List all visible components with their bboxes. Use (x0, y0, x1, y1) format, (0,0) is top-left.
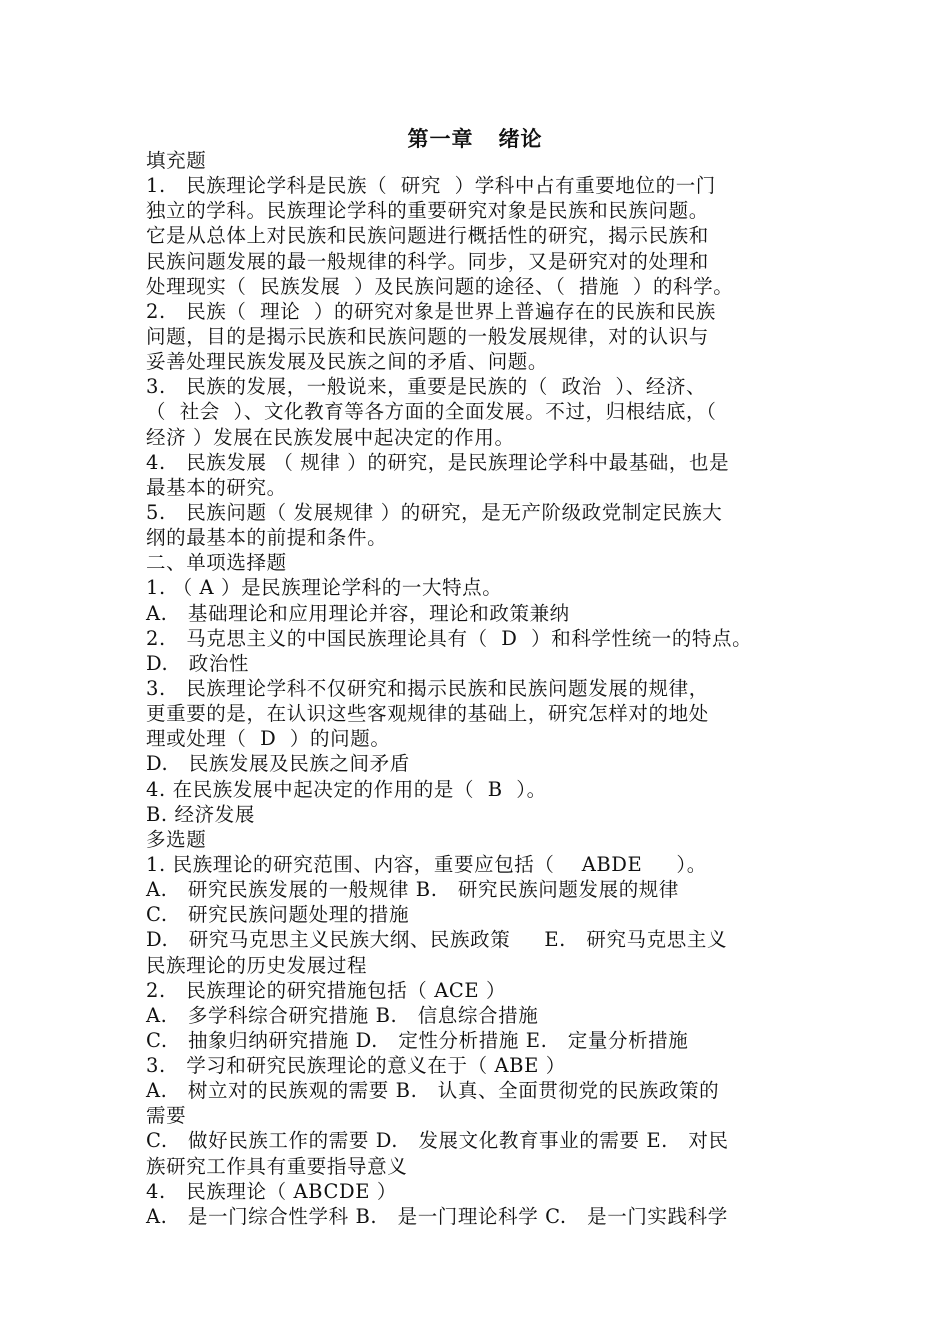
text-line: 妥善处理民族发展及民族之间的矛盾、问题。 (146, 350, 549, 374)
text-line: C. 做好民族工作的需要 D. 发展文化教育事业的需要 E. 对民 (146, 1129, 729, 1153)
text-line: 族研究工作具有重要指导意义 (146, 1154, 408, 1178)
text-line: D. 政治性 (146, 651, 250, 675)
text-line: A. 多学科综合研究措施 B. 信息综合措施 (146, 1003, 539, 1027)
text-line: 3. 民族的发展，一般说来，重要是民族的（ 政治 ）、经济、 (146, 375, 707, 399)
text-line: 经济 ）发展在民族发展中起决定的作用。 (146, 425, 515, 449)
text-line: A. 是一门综合性学科 B. 是一门理论科学 C. 是一门实践科学 (146, 1204, 728, 1228)
text-line: 4. 民族发展 （ 规律 ）的研究，是民族理论学科中最基础，也是 (146, 450, 730, 474)
text-line: 它是从总体上对民族和民族问题进行概括性的研究，揭示民族和 (146, 224, 709, 248)
text-line: D. 民族发展及民族之间矛盾 (146, 752, 410, 776)
text-line: 理或处理（ D ）的问题。 (146, 727, 391, 751)
text-line: A. 基础理论和应用理论并容，理论和政策兼纳 (146, 601, 570, 625)
text-line: 1. （ A ）是民族理论学科的一大特点。 (146, 576, 503, 600)
text-line: 民族问题发展的最一般规律的科学。同步，又是研究对的处理和 (146, 249, 709, 273)
text-line: 更重要的是，在认识这些客观规律的基础上，研究怎样对的地处 (146, 702, 709, 726)
text-line: 独立的学科。民族理论学科的重要研究对象是民族和民族问题。 (146, 199, 709, 223)
text-line: A. 研究民族发展的一般规律 B. 研究民族问题发展的规律 (146, 878, 679, 902)
text-line: 4. 在民族发展中起决定的作用的是（ B ）。 (146, 777, 547, 801)
text-line: A. 树立对的民族观的需要 B. 认真、全面贯彻党的民族政策的 (146, 1079, 720, 1103)
text-line: 最基本的研究。 (146, 475, 287, 499)
text-line: D. 研究马克思主义民族大纲、民族政策 E. 研究马克思主义 (146, 928, 728, 952)
text-line: 填充题 (146, 149, 207, 172)
text-line: 2. 民族理论的研究措施包括（ ACE ） (146, 978, 507, 1002)
chapter-title: 第一章 绪论 (407, 126, 543, 151)
text-line: （ 社会 ）、文化教育等各方面的全面发展。不过，归根结底，（ (146, 400, 717, 424)
text-line: 2. 民族（ 理论 ）的研究对象是世界上普遍存在的民族和民族 (146, 299, 716, 323)
text-line: 3. 学习和研究民族理论的意义在于（ ABE ） (146, 1054, 566, 1078)
text-line: C. 抽象归纳研究措施 D. 定性分析措施 E. 定量分析措施 (146, 1028, 689, 1052)
text-line: B. 经济发展 (146, 802, 255, 826)
text-line: 2. 马克思主义的中国民族理论具有（ D ）和科学性统一的特点。 (146, 626, 753, 650)
text-line: C. 研究民族问题处理的措施 (146, 903, 410, 927)
text-line: 4. 民族理论（ ABCDE ） (146, 1179, 397, 1203)
text-line: 1. 民族理论学科是民族（ 研究 ）学科中占有重要地位的一门 (146, 174, 716, 198)
text-line: 处理现实（ 民族发展 ）及民族问题的途径、（ 措施 ）的科学。 (146, 274, 734, 298)
document-body (146, 148, 936, 1229)
text-line: 二、单项选择题 (146, 551, 287, 575)
text-line: 问题，目的是揭示民族和民族问题的一般发展规律，对的认识与 (146, 324, 709, 348)
text-line: 5. 民族问题（ 发展规律 ）的研究，是无产阶级政党制定民族大 (146, 500, 723, 524)
text-line: 3. 民族理论学科不仅研究和揭示民族和民族问题发展的规律， (146, 676, 709, 700)
text-line: 多选题 (146, 827, 207, 851)
text-line: 需要 (146, 1104, 187, 1128)
text-line: 纲的最基本的前提和条件。 (146, 526, 388, 550)
text-line: 民族理论的历史发展过程 (146, 953, 368, 977)
text-line: 1. 民族理论的研究范围、内容，重要应包括（ ABDE ）。 (146, 852, 707, 876)
